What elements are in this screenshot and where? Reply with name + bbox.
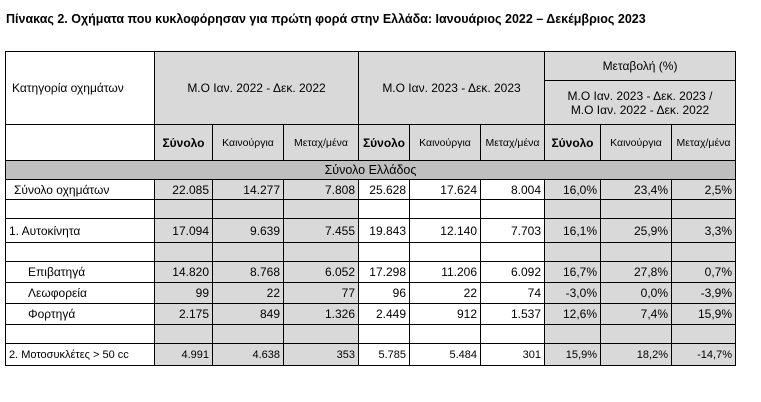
cell-new-2022: 14.277 — [213, 180, 284, 200]
row-label: 1. Αυτοκίνητα — [6, 219, 155, 243]
cell-total-2022: 2.175 — [155, 304, 213, 325]
cell-used-2022: 1.326 — [284, 304, 359, 325]
cell-new-2022: 849 — [213, 304, 284, 325]
cell-total-2023: 5.785 — [359, 344, 410, 366]
cell-used-change: -14,7% — [672, 344, 736, 366]
cell-used-change: 15,9% — [672, 304, 736, 325]
cell-new-2023: 12.140 — [410, 219, 481, 243]
col-total-2023: Σύνολο — [359, 125, 410, 161]
header-category: Κατηγορία οχημάτων — [6, 52, 155, 125]
header-period-2022: Μ.Ο Ιαν. 2022 - Δεκ. 2022 — [155, 52, 359, 125]
cell-new-change: 18,2% — [601, 344, 672, 366]
header-change-line2: Μ.Ο Ιαν. 2022 - Δεκ. 2022 — [570, 102, 710, 117]
cell-used-2022: 6.052 — [284, 262, 359, 283]
row-label: Λεωφορεία — [6, 283, 155, 304]
cell-total-change: 16,0% — [545, 180, 601, 200]
cell-new-change: 23,4% — [601, 180, 672, 200]
table-row — [6, 180, 736, 200]
cell-total-change: -3,0% — [545, 283, 601, 304]
cell-used-2023: 8.004 — [481, 180, 545, 200]
table-row — [6, 219, 736, 243]
cell-new-2023: 912 — [410, 304, 481, 325]
cell-new-2023: 11.206 — [410, 262, 481, 283]
cell-new-2023: 22 — [410, 283, 481, 304]
cell-total-change: 16,7% — [545, 262, 601, 283]
cell-new-2022: 9.639 — [213, 219, 284, 243]
spacer-row — [6, 200, 736, 219]
cell-total-2022: 99 — [155, 283, 213, 304]
header-change-line1: Μ.Ο Ιαν. 2023 - Δεκ. 2023 / — [567, 88, 713, 103]
col-used-2022: Μεταχ/μένα — [284, 125, 359, 161]
header-period-2023: Μ.Ο Ιαν. 2023 - Δεκ. 2023 — [359, 52, 545, 125]
cell-new-change: 27,8% — [601, 262, 672, 283]
cell-total-2022: 17.094 — [155, 219, 213, 243]
spacer-row — [6, 243, 736, 262]
header-change-title: Μεταβολή (%) — [545, 52, 736, 81]
cell-new-change: 7,4% — [601, 304, 672, 325]
table-row — [6, 344, 736, 366]
col-used-2023: Μεταχ/μένα — [481, 125, 545, 161]
col-new-change: Καινούργια — [601, 125, 672, 161]
table-row — [6, 262, 736, 283]
cell-used-2023: 74 — [481, 283, 545, 304]
cell-new-change: 25,9% — [601, 219, 672, 243]
section-label: Σύνολο Ελλάδος — [6, 161, 736, 180]
cell-used-2023: 6.092 — [481, 262, 545, 283]
cell-used-2022: 353 — [284, 344, 359, 366]
row-label: Επιβατηγά — [6, 262, 155, 283]
header-change-periods — [545, 81, 736, 125]
cell-total-change: 16,1% — [545, 219, 601, 243]
cell-new-2023: 5.484 — [410, 344, 481, 366]
cell-total-2023: 25.628 — [359, 180, 410, 200]
cell-used-2023: 301 — [481, 344, 545, 366]
col-total-2022: Σύνολο — [155, 125, 213, 161]
cell-used-change: 3,3% — [672, 219, 736, 243]
cell-new-2022: 4.638 — [213, 344, 284, 366]
cell-total-2023: 96 — [359, 283, 410, 304]
cell-used-change: -3,9% — [672, 283, 736, 304]
cell-new-2022: 8.768 — [213, 262, 284, 283]
col-total-change: Σύνολο — [545, 125, 601, 161]
col-used-change: Μεταχ/μένα — [672, 125, 736, 161]
row-label: Φορτηγά — [6, 304, 155, 325]
row-label: Σύνολο οχημάτων — [6, 180, 155, 200]
row-label: 2. Μοτοσυκλέτες > 50 cc — [6, 344, 155, 366]
cell-total-2022: 4.991 — [155, 344, 213, 366]
cell-total-2022: 22.085 — [155, 180, 213, 200]
cell-total-2023: 2.449 — [359, 304, 410, 325]
cell-total-2023: 17.298 — [359, 262, 410, 283]
cell-used-2023: 7.703 — [481, 219, 545, 243]
cell-used-change: 0,7% — [672, 262, 736, 283]
table-row — [6, 283, 736, 304]
col-new-2022: Καινούργια — [213, 125, 284, 161]
cell-used-2022: 7.808 — [284, 180, 359, 200]
cell-new-change: 0,0% — [601, 283, 672, 304]
cell-used-2022: 77 — [284, 283, 359, 304]
vehicles-table — [5, 51, 736, 366]
header-category-blank — [6, 125, 155, 161]
cell-total-change: 15,9% — [545, 344, 601, 366]
cell-total-2023: 19.843 — [359, 219, 410, 243]
cell-new-2023: 17.624 — [410, 180, 481, 200]
cell-total-2022: 14.820 — [155, 262, 213, 283]
table-row — [6, 304, 736, 325]
cell-used-2022: 7.455 — [284, 219, 359, 243]
table-title: Πίνακας 2. Οχήματα που κυκλοφόρησαν για πρώτη φορά στην Ελλάδα: Ιανουάριος 2022 – Δεκέμβριος 2023 — [6, 12, 646, 26]
col-new-2023: Καινούργια — [410, 125, 481, 161]
cell-new-2022: 22 — [213, 283, 284, 304]
spacer-row — [6, 325, 736, 344]
cell-used-2023: 1.537 — [481, 304, 545, 325]
cell-used-change: 2,5% — [672, 180, 736, 200]
cell-total-change: 12,6% — [545, 304, 601, 325]
